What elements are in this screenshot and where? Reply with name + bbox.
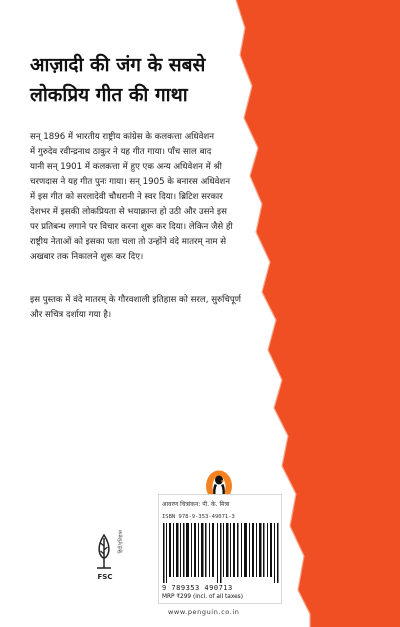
category-code: हिंदी/इतिहास: [118, 530, 124, 554]
publisher-website[interactable]: www.penguin.co.in: [168, 608, 240, 616]
fsc-tree-logo-icon: [92, 532, 116, 572]
price-label: MRP ₹299 (incl. of all taxes): [162, 594, 243, 600]
barcode-digits: 9 789353 490713: [162, 584, 233, 592]
blurb-line: में गुरुदेव रवीन्द्रनाथ ठाकुर ने यह गीत गाया। पाँच साल बाद: [30, 147, 212, 157]
fsc-label: FSC: [97, 573, 113, 581]
barcode-icon: [163, 523, 279, 583]
title-line-2: लोकप्रिय गीत की गाथा: [30, 84, 188, 106]
blurb-line: इस पुस्तक में वंदे मातरम् के गौरवशाली इतिहास को सरल, सुरुचिपूर्ण: [30, 295, 241, 305]
blurb-paragraph-2: [30, 293, 350, 323]
blurb-line: और सचित्र दर्शाया गया है।: [30, 310, 112, 320]
blurb-line: सन् 1896 में भारतीय राष्ट्रीय कांग्रेस के कलकत्ता अधिवेशन: [30, 132, 215, 142]
blurb-line: चरणदास ने यह गीत पुनः गाया। सन् 1905 के बनारस अधिवेशन: [30, 177, 231, 187]
book-title: [30, 50, 360, 110]
blurb-line: देशभर में इसकी लोकप्रियता से भयाक्रान्त हो उठी और उसने इस: [30, 207, 227, 217]
blurb-line: पर प्रतिबन्ध लगाने पर विचार करना शुरू कर दिया। लेकिन जैसे ही: [30, 222, 233, 232]
blurb-line: राष्ट्रीय नेताओं को इसका पता चला तो उन्होंने वंदे मातरम् नाम से: [30, 237, 227, 247]
isbn-number: ISBN 978-9-353-49071-3: [162, 514, 235, 520]
blurb-line: यानी सन् 1901 में कलकत्ता में हुए एक अन्य अधिवेशन में श्री: [30, 162, 222, 172]
cover-credit: आवरण चित्रांकन: पी. के. मित्रा: [162, 501, 230, 508]
title-line-1: आज़ादी की जंग के सबसे: [30, 54, 206, 76]
barcode-sticker: [158, 494, 282, 604]
blurb-paragraph-1: [30, 130, 350, 265]
blurb-line: अखबार तक निकालने शुरू कर दिए।: [30, 252, 144, 262]
blurb-line: में इस गीत को सरलादेवी चौधरानी ने स्वर दिया। ब्रिटिश सरकार: [30, 192, 223, 202]
